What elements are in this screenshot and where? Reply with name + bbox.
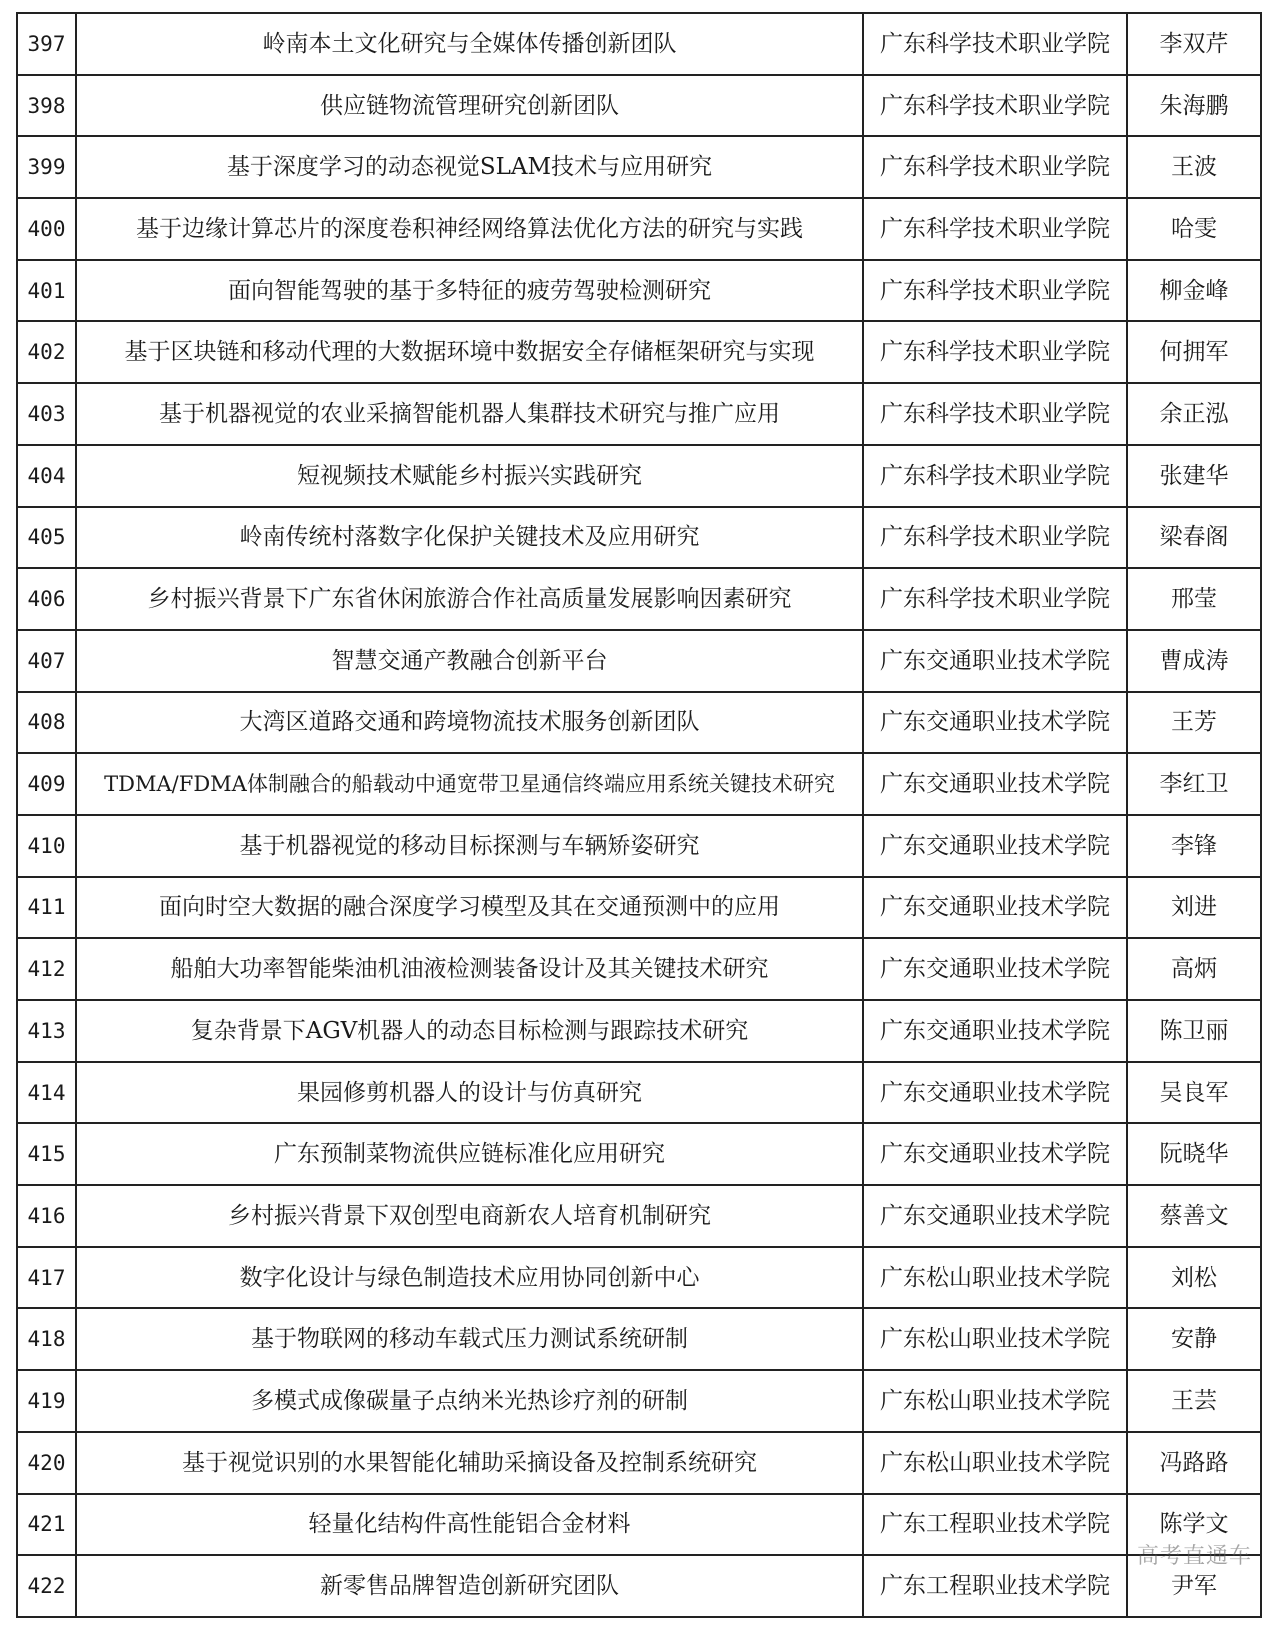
leader-name: 何拥军 [1127, 321, 1261, 383]
school-name: 广东交通职业技术学院 [863, 1185, 1127, 1247]
project-title: 基于深度学习的动态视觉SLAM技术与应用研究 [76, 136, 863, 198]
row-number: 399 [17, 136, 76, 198]
school-name: 广东交通职业技术学院 [863, 1123, 1127, 1185]
table-row [17, 692, 1261, 754]
leader-name: 王波 [1127, 136, 1261, 198]
table-row [17, 1432, 1261, 1494]
row-number: 411 [17, 877, 76, 939]
table-row [17, 630, 1261, 692]
school-name: 广东松山职业技术学院 [863, 1370, 1127, 1432]
row-number: 401 [17, 260, 76, 322]
project-title: 岭南传统村落数字化保护关键技术及应用研究 [76, 507, 863, 569]
school-name: 广东交通职业技术学院 [863, 630, 1127, 692]
table-row [17, 1123, 1261, 1185]
leader-name: 柳金峰 [1127, 260, 1261, 322]
row-number: 418 [17, 1308, 76, 1370]
leader-name: 刘进 [1127, 877, 1261, 939]
leader-name: 王芳 [1127, 692, 1261, 754]
table-row [17, 507, 1261, 569]
row-number: 415 [17, 1123, 76, 1185]
table-row [17, 1494, 1261, 1556]
leader-name: 冯路路 [1127, 1432, 1261, 1494]
project-title: 基于机器视觉的移动目标探测与车辆矫姿研究 [76, 815, 863, 877]
project-title: 果园修剪机器人的设计与仿真研究 [76, 1062, 863, 1124]
project-title: TDMA/FDMA体制融合的船载动中通宽带卫星通信终端应用系统关键技术研究 [76, 753, 863, 815]
project-table-body [17, 13, 1261, 1617]
table-row [17, 1000, 1261, 1062]
project-title: 新零售品牌智造创新研究团队 [76, 1555, 863, 1617]
row-number: 422 [17, 1555, 76, 1617]
project-title: 面向智能驾驶的基于多特征的疲劳驾驶检测研究 [76, 260, 863, 322]
table-row [17, 445, 1261, 507]
leader-name: 李锋 [1127, 815, 1261, 877]
table-row [17, 1308, 1261, 1370]
row-number: 408 [17, 692, 76, 754]
table-row [17, 260, 1261, 322]
project-title: 多模式成像碳量子点纳米光热诊疗剂的研制 [76, 1370, 863, 1432]
table-row [17, 1370, 1261, 1432]
school-name: 广东科学技术职业学院 [863, 321, 1127, 383]
school-name: 广东科学技术职业学院 [863, 507, 1127, 569]
table-row [17, 321, 1261, 383]
leader-name: 尹军 [1127, 1555, 1261, 1617]
school-name: 广东工程职业技术学院 [863, 1494, 1127, 1556]
school-name: 广东交通职业技术学院 [863, 877, 1127, 939]
leader-name: 陈学文 [1127, 1494, 1261, 1556]
project-title: 基于物联网的移动车载式压力测试系统研制 [76, 1308, 863, 1370]
school-name: 广东松山职业技术学院 [863, 1432, 1127, 1494]
row-number: 402 [17, 321, 76, 383]
project-title: 智慧交通产教融合创新平台 [76, 630, 863, 692]
project-title: 基于边缘计算芯片的深度卷积神经网络算法优化方法的研究与实践 [76, 198, 863, 260]
table-row [17, 938, 1261, 1000]
row-number: 400 [17, 198, 76, 260]
table-row [17, 75, 1261, 137]
project-title: 短视频技术赋能乡村振兴实践研究 [76, 445, 863, 507]
table-row [17, 815, 1261, 877]
school-name: 广东科学技术职业学院 [863, 260, 1127, 322]
project-table [16, 12, 1262, 1618]
table-row [17, 568, 1261, 630]
leader-name: 哈雯 [1127, 198, 1261, 260]
project-title: 数字化设计与绿色制造技术应用协同创新中心 [76, 1247, 863, 1309]
row-number: 414 [17, 1062, 76, 1124]
row-number: 410 [17, 815, 76, 877]
leader-name: 陈卫丽 [1127, 1000, 1261, 1062]
leader-name: 刘松 [1127, 1247, 1261, 1309]
project-title: 船舶大功率智能柴油机油液检测装备设计及其关键技术研究 [76, 938, 863, 1000]
project-title: 基于视觉识别的水果智能化辅助采摘设备及控制系统研究 [76, 1432, 863, 1494]
project-title: 供应链物流管理研究创新团队 [76, 75, 863, 137]
table-row [17, 13, 1261, 75]
row-number: 413 [17, 1000, 76, 1062]
school-name: 广东科学技术职业学院 [863, 136, 1127, 198]
school-name: 广东交通职业技术学院 [863, 753, 1127, 815]
school-name: 广东科学技术职业学院 [863, 383, 1127, 445]
table-row [17, 1062, 1261, 1124]
row-number: 421 [17, 1494, 76, 1556]
project-title: 轻量化结构件高性能铝合金材料 [76, 1494, 863, 1556]
table-row [17, 383, 1261, 445]
row-number: 404 [17, 445, 76, 507]
table-row [17, 1185, 1261, 1247]
project-title: 乡村振兴背景下广东省休闲旅游合作社高质量发展影响因素研究 [76, 568, 863, 630]
leader-name: 李双芹 [1127, 13, 1261, 75]
school-name: 广东松山职业技术学院 [863, 1247, 1127, 1309]
row-number: 406 [17, 568, 76, 630]
school-name: 广东交通职业技术学院 [863, 1062, 1127, 1124]
row-number: 419 [17, 1370, 76, 1432]
row-number: 405 [17, 507, 76, 569]
leader-name: 安静 [1127, 1308, 1261, 1370]
project-title: 广东预制菜物流供应链标准化应用研究 [76, 1123, 863, 1185]
row-number: 409 [17, 753, 76, 815]
school-name: 广东科学技术职业学院 [863, 568, 1127, 630]
project-title: 复杂背景下AGV机器人的动态目标检测与跟踪技术研究 [76, 1000, 863, 1062]
leader-name: 高炳 [1127, 938, 1261, 1000]
project-title: 岭南本土文化研究与全媒体传播创新团队 [76, 13, 863, 75]
project-title: 基于机器视觉的农业采摘智能机器人集群技术研究与推广应用 [76, 383, 863, 445]
row-number: 416 [17, 1185, 76, 1247]
row-number: 417 [17, 1247, 76, 1309]
school-name: 广东科学技术职业学院 [863, 75, 1127, 137]
table-row [17, 1247, 1261, 1309]
leader-name: 朱海鹏 [1127, 75, 1261, 137]
project-title: 基于区块链和移动代理的大数据环境中数据安全存储框架研究与实现 [76, 321, 863, 383]
project-title: 大湾区道路交通和跨境物流技术服务创新团队 [76, 692, 863, 754]
school-name: 广东工程职业技术学院 [863, 1555, 1127, 1617]
leader-name: 阮晓华 [1127, 1123, 1261, 1185]
school-name: 广东科学技术职业学院 [863, 13, 1127, 75]
school-name: 广东交通职业技术学院 [863, 692, 1127, 754]
leader-name: 王芸 [1127, 1370, 1261, 1432]
leader-name: 曹成涛 [1127, 630, 1261, 692]
leader-name: 邢莹 [1127, 568, 1261, 630]
leader-name: 梁春阁 [1127, 507, 1261, 569]
leader-name: 余正泓 [1127, 383, 1261, 445]
table-row [17, 136, 1261, 198]
leader-name: 张建华 [1127, 445, 1261, 507]
leader-name: 蔡善文 [1127, 1185, 1261, 1247]
school-name: 广东交通职业技术学院 [863, 815, 1127, 877]
row-number: 407 [17, 630, 76, 692]
leader-name: 吴良军 [1127, 1062, 1261, 1124]
school-name: 广东科学技术职业学院 [863, 445, 1127, 507]
table-row [17, 1555, 1261, 1617]
school-name: 广东交通职业技术学院 [863, 1000, 1127, 1062]
row-number: 403 [17, 383, 76, 445]
table-row [17, 877, 1261, 939]
school-name: 广东松山职业技术学院 [863, 1308, 1127, 1370]
project-title: 面向时空大数据的融合深度学习模型及其在交通预测中的应用 [76, 877, 863, 939]
school-name: 广东科学技术职业学院 [863, 198, 1127, 260]
row-number: 398 [17, 75, 76, 137]
school-name: 广东交通职业技术学院 [863, 938, 1127, 1000]
table-row [17, 198, 1261, 260]
table-row [17, 753, 1261, 815]
watermark: 高考直通车 [1136, 1544, 1252, 1569]
row-number: 397 [17, 13, 76, 75]
row-number: 412 [17, 938, 76, 1000]
project-title: 乡村振兴背景下双创型电商新农人培育机制研究 [76, 1185, 863, 1247]
row-number: 420 [17, 1432, 76, 1494]
leader-name: 李红卫 [1127, 753, 1261, 815]
